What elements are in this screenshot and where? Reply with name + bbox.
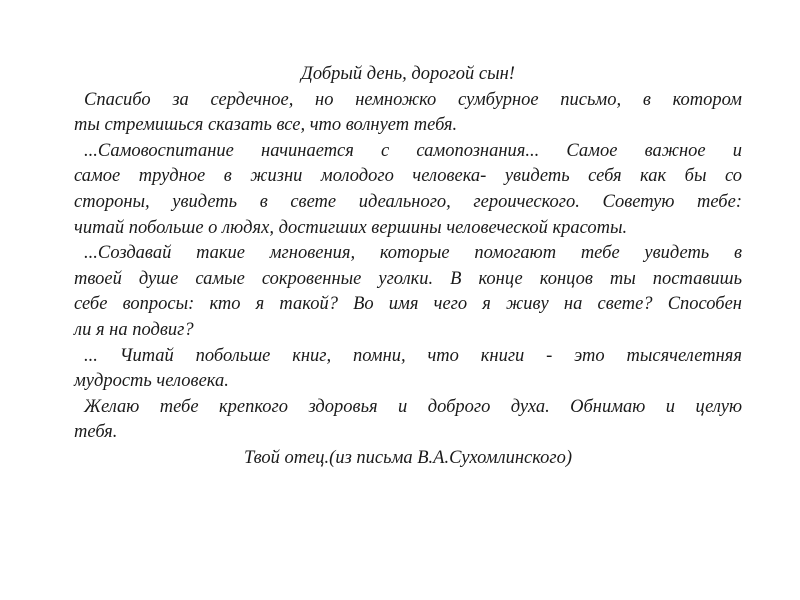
letter-line: тебя. xyxy=(74,422,118,443)
letter-signature: Твой отец.(из письма В.А.Сухомлинского) xyxy=(243,447,573,468)
letter-line: себе вопросы: кто я такой? Во имя чего я живу на свете? Способен xyxy=(74,294,742,315)
letter-line: твоей душе самые сокровенные уголки. В конце концов ты поставишь xyxy=(74,268,742,289)
letter-line: ты стремишься сказать все, что волнует тебя. xyxy=(74,115,458,136)
letter-line: читай побольше о людях, достигших вершины человеческой красоты. xyxy=(74,217,628,238)
letter-line: Спасибо за сердечное, но немножко сумбурное письмо, в котором xyxy=(84,89,742,110)
letter-text xyxy=(74,62,742,472)
letter-line: самое трудное в жизни молодого человека- увидеть себя как бы со xyxy=(74,166,742,187)
letter-line: ...Создавай такие мгновения, которые помогают тебе увидеть в xyxy=(84,243,742,264)
letter-line: ... Читай побольше книг, помни, что книги - это тысячелетняя xyxy=(84,345,742,366)
letter-line: Желаю тебе крепкого здоровья и доброго духа. Обнимаю и целую xyxy=(84,396,742,417)
letter-line: мудрость человека. xyxy=(74,371,229,392)
letter-greeting: Добрый день, дорогой сын! xyxy=(301,64,515,84)
letter-line: ...Самовоспитание начинается с самопознания... Самое важное и xyxy=(84,140,742,161)
letter-line: стороны, увидеть в свете идеального, героического. Советую тебе: xyxy=(74,191,742,212)
letter-line: ли я на подвиг? xyxy=(74,319,194,340)
